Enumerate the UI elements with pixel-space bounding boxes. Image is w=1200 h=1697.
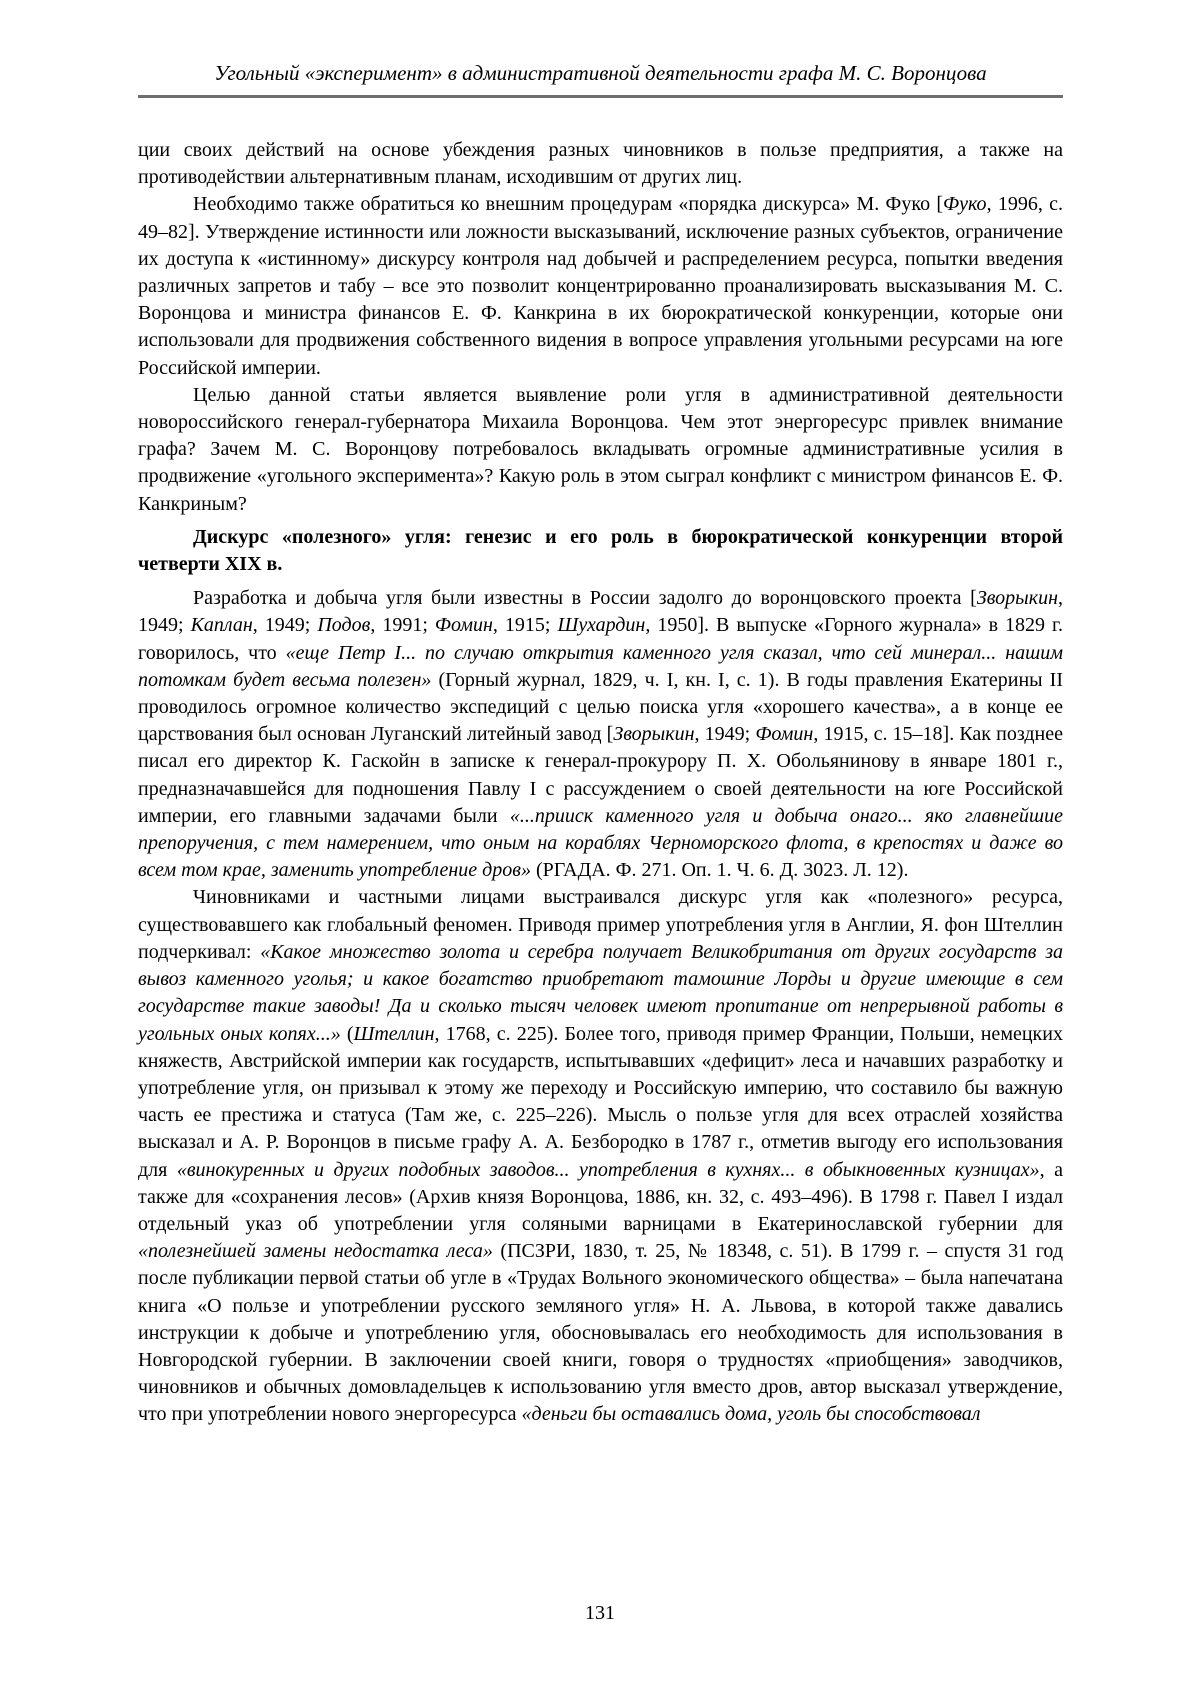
text-run: , 1768, с. 225). Более того, приводя пример Франции, Польши, немецких княжеств, Австрийской империи как государств, испытывавших «дефицит» леса и начавших разработку и употребление угля, он призывал к этому же переходу и Российскую империю, что составило бы важную часть ее престижа и статуса (Там же, с. 225–226). Мысль о пользе угля для всех отраслей хозяйства высказал и А. Р. Воронцов в письме графу А. А. Безбородко в 1787 г., отметив выгоду его использования для bbox=[138, 1022, 1063, 1181]
paragraph bbox=[138, 191, 1063, 381]
paragraph bbox=[138, 382, 1063, 518]
text-run: «деньги бы оставались дома, уголь бы способствовал bbox=[521, 1403, 981, 1426]
text-run: Чиновниками и частными лицами выстраивался дискурс угля как «полезного» ресурса, существовавшего как глобальный феномен. Приводя пример употребления угля в Англии, Я. фон Штеллин подчеркивал: bbox=[138, 886, 1063, 963]
text-run: , 1950]. В выпуске «Горного журнала» в 1829 г. говорилось, что bbox=[138, 614, 1064, 664]
text-run: «...прииск каменного угля и добыча онаго... яко главнейшие препоручения, с тем намерением, что оным на кораблях Черноморского флота, в крепостях и даже во всем том крае, заменить употребление дров» bbox=[138, 804, 1063, 882]
text-run: Зворыкин bbox=[613, 723, 695, 746]
text-run: , 1915; bbox=[492, 614, 558, 637]
text-run: (Горный журнал, 1829, ч. I, кн. I, с. 1). В годы правления Екатерины II проводилось огромное количество экспедиций с целью поиска угля «хорошего качества», а в конце ее царствования был основан Луганский литейный завод [ bbox=[138, 668, 1064, 746]
text-run: Фомин bbox=[755, 723, 814, 746]
text-run: Фуко bbox=[943, 193, 987, 216]
text-run: , 1949; bbox=[252, 614, 318, 637]
text-run: , 1915, с. 15–18]. Как позднее писал его директор К. Гаскойн в записке к генерал-прокурору П. Х. Обольянинову в январе 1801 г., предназначавшейся для подношения Павлу I с рассуждением о своей деятельности на юге Российской империи, его главными задачами были bbox=[138, 723, 1063, 827]
text-run: «винокуренных и других подобных заводов... употребления в кухнях... в обыкновенных кузницах» bbox=[176, 1158, 1040, 1181]
page-number: 131 bbox=[585, 1602, 615, 1624]
text-run: «еще Петр I... по случаю открытия каменного угля сказал, что сей минерал... нашим потомкам будет весьма полезен» bbox=[138, 641, 1063, 691]
text-run: Каплан bbox=[190, 614, 253, 637]
text-run: , 1996, с. 49–82]. Утверждение истинности или ложности высказываний, исключение разных субъектов, ограничение их доступа к «истинному» дискурсу контроля над добычей и распределением ресурса, попытки введения различных запретов и табу – все это позволит концентрированно проанализировать высказывания М. С. Воронцова и министра финансов Е. Ф. Канкрина в их бюрократической конкуренции, которые они использовали для продвижения собственного видения в вопросе управления угольными ресурсами на юге Российской империи. bbox=[138, 193, 1063, 379]
text-run: , 1949; bbox=[694, 723, 756, 746]
paragraph bbox=[138, 884, 1063, 1428]
text-run: Шухардин bbox=[557, 614, 646, 637]
text-run: , 1991; bbox=[370, 614, 435, 637]
text-run: Зворыкин bbox=[976, 587, 1058, 610]
text-run: Подов bbox=[317, 614, 371, 637]
text-run: Фомин bbox=[434, 614, 493, 637]
paragraph bbox=[138, 137, 1063, 191]
section-heading bbox=[138, 524, 1063, 578]
text-run: Необходимо также обратиться ко внешним процедурам «порядка дискурса» М. Фуко [ bbox=[193, 193, 943, 216]
text-run: ( bbox=[340, 1022, 354, 1045]
text-run: Дискурс «полезного» угля: генезис и его роль в бюрократической конкуренции второй четверти XIX в. bbox=[138, 525, 1063, 576]
running-head: Угольный «эксперимент» в административной деятельности графа М. С. Воронцова bbox=[138, 60, 1063, 98]
text-run: , а также для «сохранения лесов» (Архив князя Воронцова, 1886, кн. 32, с. 493–496). В 1798 г. Павел I издал отдельный указ об употреблении угля соляными варницами в Екатеринославской губернии для bbox=[138, 1158, 1063, 1235]
text-run: Разработка и добыча угля были известны в России задолго до воронцовского проекта [ bbox=[193, 587, 977, 610]
paragraph bbox=[138, 585, 1063, 884]
text-run: (РГАДА. Ф. 271. Оп. 1. Ч. 6. Д. 3023. Л. 12). bbox=[530, 859, 909, 882]
article-body bbox=[138, 137, 1063, 1429]
text-run: Штеллин bbox=[353, 1022, 435, 1045]
text-run: (ПСЗРИ, 1830, т. 25, № 18348, с. 51). В 1799 г. – спустя 31 год после публикации первой статьи об угле в «Трудах Вольного экономического общества» – была напечатана книга «О пользе и употреблении русского земляного угля» Н. А. Львова, в которой также давались инструкции к добыче и употреблению угля, обосновывалась его необходимость для использования в Новгородской губернии. В заключении своей книги, говоря о трудностях «приобщения» заводчиков, чиновников и обычных домовладельцев к использованию угля вместо дров, автор высказал утверждение, что при употреблении нового энергоресурса bbox=[138, 1240, 1063, 1426]
text-run: «полезнейшей замены недостатка леса» bbox=[138, 1240, 493, 1263]
text-run: Целью данной статьи является выявление роли угля в административной деятельности новороссийского генерал-губернатора Михаила Воронцова. Чем этот энергоресурс привлек внимание графа? Зачем М. С. Воронцову потребовалось вкладывать огромные административные усилия в продвижение «угольного эксперимента»? Какую роль в этом сыграл конфликт с министром финансов Е. Ф. Канкриным? bbox=[138, 383, 1063, 515]
text-run: ции своих действий на основе убеждения разных чиновников в пользе предприятия, а также на противодействии альтернативным планам, исходившим от других лиц. bbox=[138, 139, 1063, 189]
text-run: , 1949; bbox=[138, 587, 1063, 637]
text-run: «Какое множество золота и серебра получает Великобритания от других государств за вывоз каменного уголья; и какое богатство приобретают тамошние Лорды и другие имеющие в сем государстве такие заводы! Да и сколько тысяч человек имеют пропитание от непрерывной работы в угольных оных копях...» bbox=[138, 940, 1064, 1045]
